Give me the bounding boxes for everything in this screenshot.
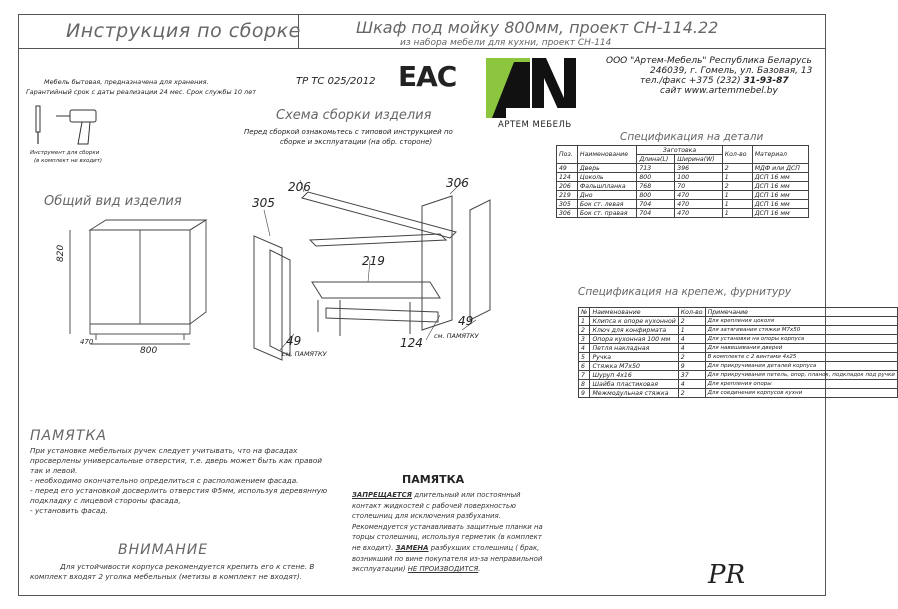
logo-mark-icon xyxy=(484,58,576,120)
fittings-row-cell: 3 xyxy=(579,335,590,344)
parts-row-cell: 704 xyxy=(637,209,675,218)
fittings-row-cell: 4 xyxy=(678,380,705,389)
fittings-row-cell: 37 xyxy=(678,371,705,380)
fittings-row-cell: Для крепления опоры xyxy=(705,380,897,389)
parts-row-cell: 713 xyxy=(637,164,675,173)
fittings-row-cell: 5 xyxy=(579,353,590,362)
parts-row-cell: 1 xyxy=(722,173,752,182)
parts-row-cell: 800 xyxy=(637,173,675,182)
fittings-row-cell: 2 xyxy=(678,353,705,362)
fittings-row-cell: Межмодульная стяжка xyxy=(590,389,678,398)
memo-left-line: - необходимо окончательно определиться с расположением фасада. xyxy=(30,476,299,485)
fittings-row-cell: Для прикручивания деталей корпуса xyxy=(705,362,897,371)
fittings-row xyxy=(579,362,898,371)
memo-text-3: . xyxy=(478,565,481,574)
dim-height: 820 xyxy=(56,244,66,262)
assembly-note-1: Перед сборкой ознакомьтесь с типовой инструкцией по xyxy=(244,128,453,136)
parts-row-cell: 396 xyxy=(675,164,722,173)
fittings-header-qty: Кол-во xyxy=(678,308,705,317)
parts-header-qty: Кол-во xyxy=(722,146,752,164)
parts-spec-title: Спецификация на детали xyxy=(620,131,764,143)
parts-row-cell: 1 xyxy=(722,209,752,218)
fittings-row-cell: Шайба пластиковая xyxy=(590,380,678,389)
warning-title: ВНИМАНИЕ xyxy=(118,542,209,558)
header-divider xyxy=(18,48,825,49)
parts-row-cell: 800 xyxy=(637,191,675,200)
assembly-title: Схема сборки изделия xyxy=(276,108,432,123)
parts-row-cell: ДСП 16 мм xyxy=(752,173,808,182)
memo-left-title: ПАМЯТКА xyxy=(30,428,107,444)
memo-left-line: При установке мебельных ручек следует учитывать, что на фасадах просверлены универсальные отверстия, т.е. дверь может быть как правой так и левой. xyxy=(30,446,323,475)
assembly-diagram xyxy=(240,150,540,370)
fittings-row-cell: Для прикручивания петель, опор, планок, подкладок под ручки xyxy=(705,371,897,380)
fittings-row-cell: В комплекте с 2 винтами 4х25 xyxy=(705,353,897,362)
fittings-row-cell: 1 xyxy=(678,326,705,335)
label-219: 219 xyxy=(362,254,385,268)
assembly-note-2: сборке и эксплуатации (на обр. стороне) xyxy=(280,138,433,146)
company-site: сайт www.artemmebel.by xyxy=(660,86,778,96)
fittings-row-cell: 7 xyxy=(579,371,590,380)
warning-line-2: комплект входят 2 уголка мебельных (метизы в комплект не входят). xyxy=(30,572,303,581)
fittings-row-cell: 4 xyxy=(579,344,590,353)
warning-line-1: Для устойчивости корпуса рекомендуется крепить его к стене. В xyxy=(60,562,315,571)
eac-mark: EAC xyxy=(398,60,457,93)
fittings-row xyxy=(579,317,898,326)
fittings-row-cell: 1 xyxy=(579,317,590,326)
parts-row-cell: 470 xyxy=(675,200,722,209)
memo-text-1: длительный или постоянный контакт жидкостей с рабочей поверхностью столешниц для исключения разбухания. Рекомендуется устанавливать защитные планки на торцы столешниц, используя герметик (в комплект не входит). xyxy=(352,491,543,552)
parts-header-material: Материал xyxy=(752,146,808,164)
fittings-row-cell: Клипса к опоре кухонной xyxy=(590,317,678,326)
memo-not-done: НЕ ПРОИЗВОДИТСЯ xyxy=(407,565,479,574)
parts-row xyxy=(557,164,809,173)
memo-center-body xyxy=(352,490,552,575)
parts-row-cell: МДФ или ДСП xyxy=(752,164,808,173)
fittings-row-cell: Для крепления цоколя xyxy=(705,317,897,326)
intro-line-2: Гарантийный срок с даты реализации 24 мес. Срок службы 10 лет xyxy=(26,88,257,96)
memo-left-line: - перед его установкой досверлить отверстия Ф5мм, используя деревянную подкладку с лицевой стороны фасада, xyxy=(30,486,328,505)
fittings-row xyxy=(579,335,898,344)
parts-row-cell: 2 xyxy=(722,164,752,173)
standard-code: ТР ТС 025/2012 xyxy=(296,76,376,87)
label-49-right: 49 xyxy=(458,314,474,328)
parts-header-blank: Заготовка xyxy=(637,146,722,155)
fittings-row-cell: Для затягивания стяжки М7х50 xyxy=(705,326,897,335)
fittings-row-cell: Ручка xyxy=(590,353,678,362)
fittings-row-cell: Шуруп 4х16 xyxy=(590,371,678,380)
memo-replace: ЗАМЕНА xyxy=(395,543,429,552)
fittings-header-note: Примечание xyxy=(705,308,897,317)
parts-row-cell: 470 xyxy=(675,191,722,200)
parts-row xyxy=(557,173,809,182)
label-305: 305 xyxy=(252,196,275,210)
fittings-row-cell: Петля накладная xyxy=(590,344,678,353)
fittings-spec-table xyxy=(578,307,898,398)
fittings-row-cell: 9 xyxy=(678,362,705,371)
memo-text-2: разбухших столешниц ( брак, возникший по вине покупателя из-за неправильной эксплуатации) xyxy=(352,543,543,574)
parts-row-cell: 470 xyxy=(675,209,722,218)
label-124: 124 xyxy=(400,336,423,350)
fittings-row xyxy=(579,389,898,398)
parts-row-cell: 1 xyxy=(722,191,752,200)
fittings-row-cell: Для навешивания дверей xyxy=(705,344,897,353)
tools-caption-2: (в комплект не входит) xyxy=(34,158,103,164)
fittings-row-cell: 2 xyxy=(678,389,705,398)
header-title-left: Инструкция по сборке xyxy=(66,20,301,42)
fittings-row-cell: 2 xyxy=(678,317,705,326)
parts-row xyxy=(557,182,809,191)
logo-text: АРТЕМ МЕБЕЛЬ xyxy=(498,120,572,130)
parts-row-cell: 306 xyxy=(557,209,578,218)
memo-left-line: - установить фасад. xyxy=(30,506,108,515)
parts-row-cell: Фальшпланка xyxy=(577,182,636,191)
fittings-row xyxy=(579,380,898,389)
general-view-drawing xyxy=(40,212,240,352)
label-49-left: 49 xyxy=(286,334,302,348)
parts-header-pos: Поз. xyxy=(557,146,578,164)
footer-logo: PR xyxy=(708,560,746,590)
fittings-row xyxy=(579,353,898,362)
parts-row-cell: 206 xyxy=(557,182,578,191)
fittings-row-cell: 8 xyxy=(579,380,590,389)
fittings-row-cell: Опора кухонная 100 мм xyxy=(590,335,678,344)
intro-line-1: Мебель бытовая, предназначена для хранения. xyxy=(44,78,209,86)
parts-row-cell: 704 xyxy=(637,200,675,209)
parts-row-cell: 305 xyxy=(557,200,578,209)
fittings-row xyxy=(579,344,898,353)
company-phone xyxy=(640,76,789,86)
fittings-header-name: Наименование xyxy=(590,308,678,317)
fittings-row-cell: 6 xyxy=(579,362,590,371)
parts-row-cell: Дно xyxy=(577,191,636,200)
company-address: 246039, г. Гомель, ул. Базовая, 13 xyxy=(650,66,813,76)
parts-row-cell: 100 xyxy=(675,173,722,182)
company-name: ООО "Артем-Мебель" Республика Беларусь xyxy=(606,56,812,66)
tools-caption-1: Инструмент для сборки xyxy=(30,150,100,156)
phone-prefix: тел./факс +375 (232) xyxy=(640,76,741,86)
parts-row-cell: Бок ст. правая xyxy=(577,209,636,218)
dim-depth: 470 xyxy=(80,338,94,346)
fittings-row-cell: Стяжка М7х50 xyxy=(590,362,678,371)
pamyatku-ref-right: см. ПАМЯТКУ xyxy=(434,332,479,340)
parts-spec-table xyxy=(556,145,809,218)
fittings-row-cell: Для соединения корпусов кухни xyxy=(705,389,897,398)
memo-left-body xyxy=(30,446,330,516)
header-title-right: Шкаф под мойку 800мм, проект СН-114.22 xyxy=(356,18,719,37)
fittings-row-cell: 2 xyxy=(579,326,590,335)
parts-row-cell: Цоколь xyxy=(577,173,636,182)
phone-number: 31-93-87 xyxy=(743,76,789,86)
fittings-row-cell: 4 xyxy=(678,344,705,353)
parts-row-cell: ДСП 16 мм xyxy=(752,200,808,209)
fittings-header-num: № xyxy=(579,308,590,317)
dim-width: 800 xyxy=(140,346,158,356)
fittings-row-cell: 9 xyxy=(579,389,590,398)
parts-row-cell: 2 xyxy=(722,182,752,191)
tools-icon xyxy=(30,100,110,150)
parts-row-cell: ДСП 16 мм xyxy=(752,209,808,218)
parts-row-cell: Бок ст. левая xyxy=(577,200,636,209)
fittings-spec-title: Спецификация на крепеж, фурнитуру xyxy=(578,286,792,298)
parts-row-cell: ДСП 16 мм xyxy=(752,191,808,200)
parts-row-cell: 124 xyxy=(557,173,578,182)
label-306: 306 xyxy=(446,176,469,190)
fittings-row-cell: 4 xyxy=(678,335,705,344)
fittings-row xyxy=(579,371,898,380)
memo-forbidden: ЗАПРЕЩАЕТСЯ xyxy=(352,491,412,499)
pamyatku-ref-left: см. ПАМЯТКУ xyxy=(282,350,327,358)
fittings-row xyxy=(579,326,898,335)
general-view-title: Общий вид изделия xyxy=(44,194,182,209)
parts-row-cell: 49 xyxy=(557,164,578,173)
parts-row-cell: Дверь xyxy=(577,164,636,173)
parts-row-cell: 219 xyxy=(557,191,578,200)
company-logo xyxy=(484,58,576,120)
parts-row xyxy=(557,200,809,209)
parts-header-length: Длина(L) xyxy=(637,155,675,164)
parts-header-name: Наименование xyxy=(577,146,636,164)
parts-row-cell: 1 xyxy=(722,200,752,209)
fittings-row-cell: Для установки на опоры корпуса xyxy=(705,335,897,344)
label-206: 206 xyxy=(288,180,311,194)
parts-header-width: Ширина(W) xyxy=(675,155,722,164)
parts-row xyxy=(557,209,809,218)
memo-center-title: ПАМЯТКА xyxy=(402,473,465,486)
fittings-row-cell: Ключ для конфирмата xyxy=(590,326,678,335)
parts-row-cell: 70 xyxy=(675,182,722,191)
header-subtitle-right: из набора мебели для кухни, проект СН-114 xyxy=(400,38,612,48)
parts-row-cell: 768 xyxy=(637,182,675,191)
parts-row xyxy=(557,191,809,200)
parts-row-cell: ДСП 16 мм xyxy=(752,182,808,191)
